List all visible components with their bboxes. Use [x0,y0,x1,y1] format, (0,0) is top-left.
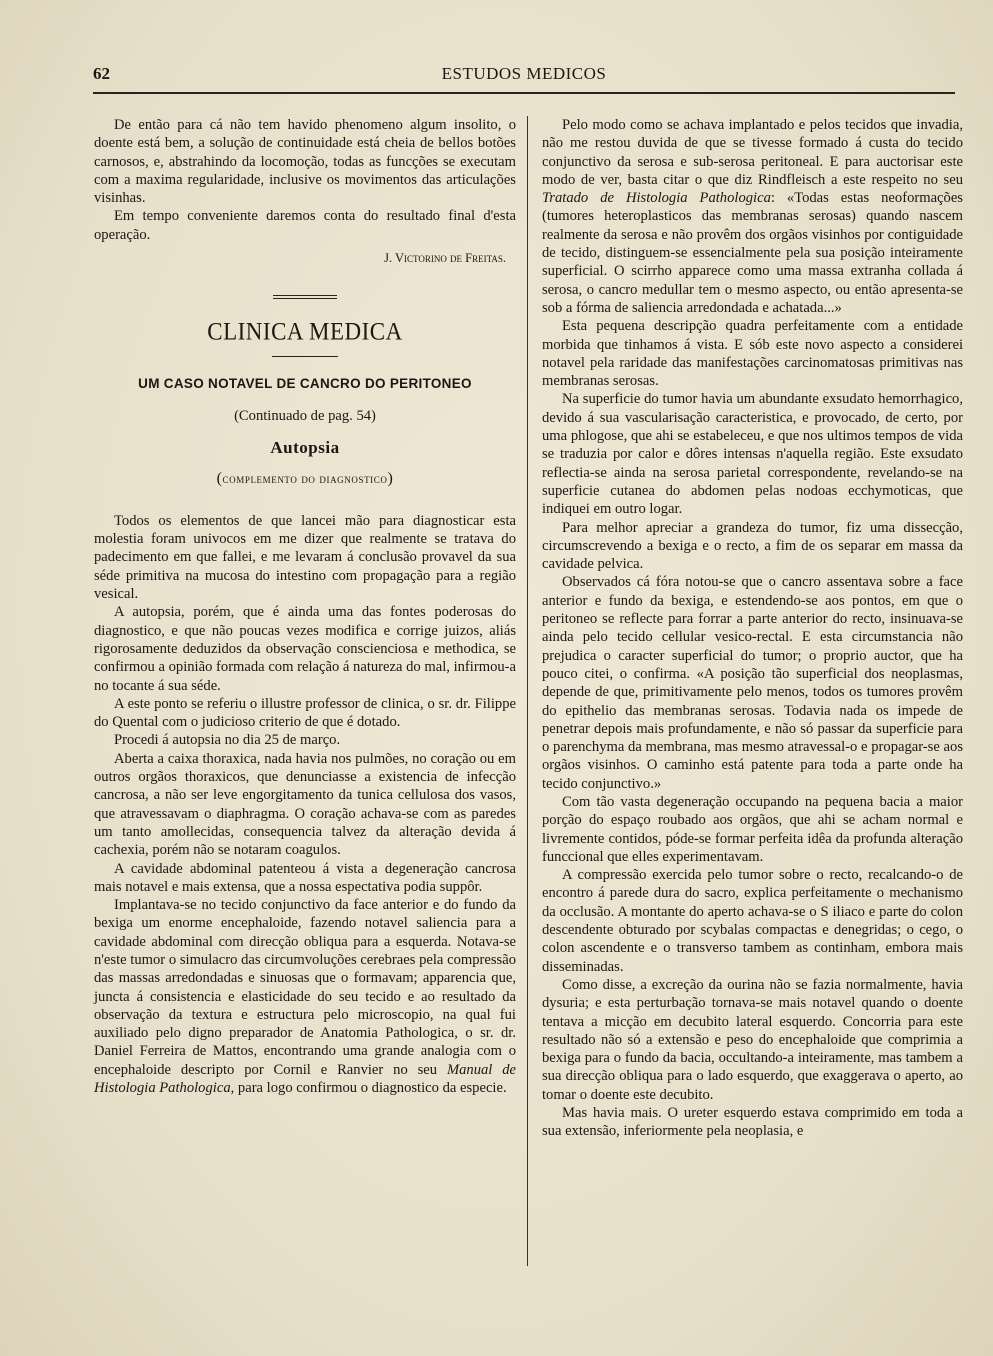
subsection-title: Autopsia [270,438,340,458]
body-paragraph: Para melhor apreciar a grandeza do tumor, fiz uma dissecção, circumscrevendo a bexiga e o recto, a fim de os separar em massa da cavidade pelvica. [542,519,963,573]
body-paragraph: A cavidade abdominal patenteou á vista a degeneração cancrosa mais notavel e mais extensa, que a nossa espectativa podia suppôr. [94,860,516,895]
running-title: ESTUDOS MEDICOS [441,64,607,83]
page-header [93,62,955,88]
section-title: CLINICA MEDICA [207,318,403,346]
body-paragraph: Todos os elementos de que lancei mão para diagnosticar esta molestia foram univocos em me dizer que realmente se tratava do padecimento em que fallei, e me levaram á conclusão provavel da sua séde primitiva na mucosa do intestino com propagação para a região vesical. [94,512,516,603]
book-title: Manual de Histologia Pathologica [94,1061,517,1097]
column-divider [527,116,528,1266]
body-paragraph: A este ponto se referiu o illustre professor de clinica, o sr. dr. Filippe do Quental com o judicioso criterio de que é dotado. [94,695,516,731]
intro-paragraph: Em tempo conveniente daremos conta do resultado final d'esta operação. [94,208,516,243]
subsection-note-text: complemento do diagnostico [222,470,388,486]
continued-note: (Continuado de pag. 54) [234,407,376,424]
paragraph-text: Pelo modo como se achava implantado e pelos tecidos que invadia, não me restou duvida de que se tivesse formado á custa do tecido conjunctivo da serosa e sub-serosa peritoneal. E para auctorisar este modo de ver, basta citar o que diz Rindfleisch a este respeito no seu [542,117,963,188]
body-paragraph: Esta pequena descripção quadra perfeitamente com a entidade morbida que tinhamos á vista. E sób este novo aspecto a considerei notavel pela raridade das manifestações carcinomatosas primitivas nas membranas serosas. [542,318,963,390]
article-title: UM CASO NOTAVEL DE CANCRO DO PERITONEO [138,375,472,391]
header-rule [93,92,955,94]
body-paragraph [542,116,963,317]
body-paragraph [94,896,516,1097]
intro-paragraph: De então para cá não tem havido phenomeno algum insolito, o doente está bem, a solução de continuidade está cheia de bellos botões carnosos, e, abstrahindo da locomoção, todas as funcções se executam com a maxima regularidade, inclusive os movimentos das articulações visinhas. [94,117,516,207]
body-paragraph: Com tão vasta degeneração occupando na pequena bacia a maior porção do espaço roubado aos orgãos, que ahi se acham normal e livremente contidos, póde-se formar perfeita idêa da profunda alteração funccional que elles experimentavam. [542,793,963,865]
right-column [542,116,963,1141]
book-title: Tratado de Histologia Pathologica [542,190,771,207]
left-column [94,116,516,1097]
paragraph-text: : «Todas estas neoformações (tumores heteroplasticos das membranas serosas) quando nascem realmente da serosa e não provêm dos orgãos visinhos por contiguidade de tecido, distinguem-se essencialmente pela sua posição inteiramente superficial. O scirrho apparece como uma massa extranha collada á serosa, o cancro medullar tem o mesmo aspecto, ou então apresenta-se sob a fórma de saliencia arredondada e achatada...» [542,190,963,316]
body-paragraph: Procedi á autopsia no dia 25 de março. [114,732,341,749]
signature-text: J. Victorino de Freitas. [384,251,506,266]
subsection-note: (complemento do diagnostico) [216,469,394,487]
page-number: 62 [93,64,110,83]
body-paragraph: Observados cá fóra notou-se que o cancro assentava sobre a face anterior e fundo da bexiga, e estendendo-se aos pontos, em que o peritoneo se reflecte para forrar a parte anterior do recto, insinuava-se ainda pelo tecido cellular vesico-rectal. E esta circumstancia não prejudica o caracter superficial do tumor; o proprio auctor, que ha pouco citei, o confirma. «A posição tão superficial dos neoplasmas, depende de que, primitivamente pelo menos, todos os tumores provêm do epithelio das membranas serosas. Todavia nada os impede de penetrar depois mais profundamente, e não só passar da superficie para o parenchyma da membrana, mas mesmo atravessal-o e propagar-se aos orgãos visinhos. O caminho está patente para toda a parte onde ha tecido conjunctivo.» [542,574,963,792]
body-paragraph: Aberta a caixa thoraxica, nada havia nos pulmões, no coração ou em outros orgãos thoraxicos, que denunciasse a existencia de infecção cancrosa, a não ser leve engorgitamento da tunica cellulosa dos vasos, que atravessavam o diaphragma. O coração achava-se com as paredes um tanto amollecidas, consequencia talvez da alteração devida á cachexia, porém não se notaram coagulos. [94,750,516,859]
paragraph-text: , para logo confirmou o diagnostico da especie. [230,1080,507,1097]
body-paragraph: Mas havia mais. O ureter esquerdo estava comprimido em toda a sua extensão, inferiormente pela neoplasia, e [542,1105,963,1140]
body-paragraph: Na superficie do tumor havia um abundante exsudato hemorrhagico, devido á sua vascularisação caracteristica, e provocado, de certo, por uma phlogose, que ahi se estabeleceu, e que nos ultimos tempos de vida se traduzia por calor e dôres intensas n'aquella região. Este exsudato reflectia-se ainda na serosa parietal correspondente, revelando-se na superficie cutanea do abdomen pelas nodoas ecchymoticas, que indiquei em outro logar. [542,391,963,518]
title-separator [272,356,338,357]
body-paragraph: Como disse, a excreção da ourina não se fazia normalmente, havia dysuria; e esta perturbação tornava-se mais notavel quando o doente tentava a micção em decubito lateral esquerdo. Concorria para este resultado não só a extensão e peso do encephaloide que comprimia a bexiga para o fundo da bacia, occultando-a inteiramente, mas tambem a sua direcção obliqua para o lado esquerdo, que exaggerava o aperto, ao tomar o doente este decubito. [542,976,963,1103]
body-paragraph: A compressão exercida pelo tumor sobre o recto, recalcando-o de encontro á parede dura do sacro, explica perfeitamente o mechanismo da occlusão. A montante do aperto achava-se o S iliaco e parte do colon descendente obturado por scybalas compactas e denegridas; o cego, o colon ascendente e o transverso tambem as continham, embora mais disseminadas. [542,867,963,975]
section-separator [273,295,337,299]
body-paragraph: A autopsia, porém, que é ainda uma das fontes poderosas do diagnostico, e que não poucas vezes modifica e corrige juizos, aliás rigorosamente deduzidos da observação conscienciosa e methodica, se confirmou a opinião formada com relação á natureza do mal, infirmou-a no tocante á sua séde. [94,604,516,694]
signature [94,249,516,267]
paragraph-text: Implantava-se no tecido conjunctivo da face anterior e do fundo da bexiga um enorme encephaloide, fazendo notavel saliencia para a cavidade abdominal com direcção obliqua para a esquerda. Notava-se n'este tumor o simulacro das circumvoluções cerebraes pela compressão das massas arredondadas e sinuosas que o formavam; apparencia que, juncta á consistencia e elasticidade do seu tecido e ao resultado da observação da textura e estructura pelo microscopio, na qual fui auxiliado pelo digno preparador de Anatomia Pathologica, o sr. dr. Daniel Ferreira de Mattos, encontrando uma grande analogia com o encephaloide descripto por Cornil e Ranvier no seu [94,897,516,1078]
